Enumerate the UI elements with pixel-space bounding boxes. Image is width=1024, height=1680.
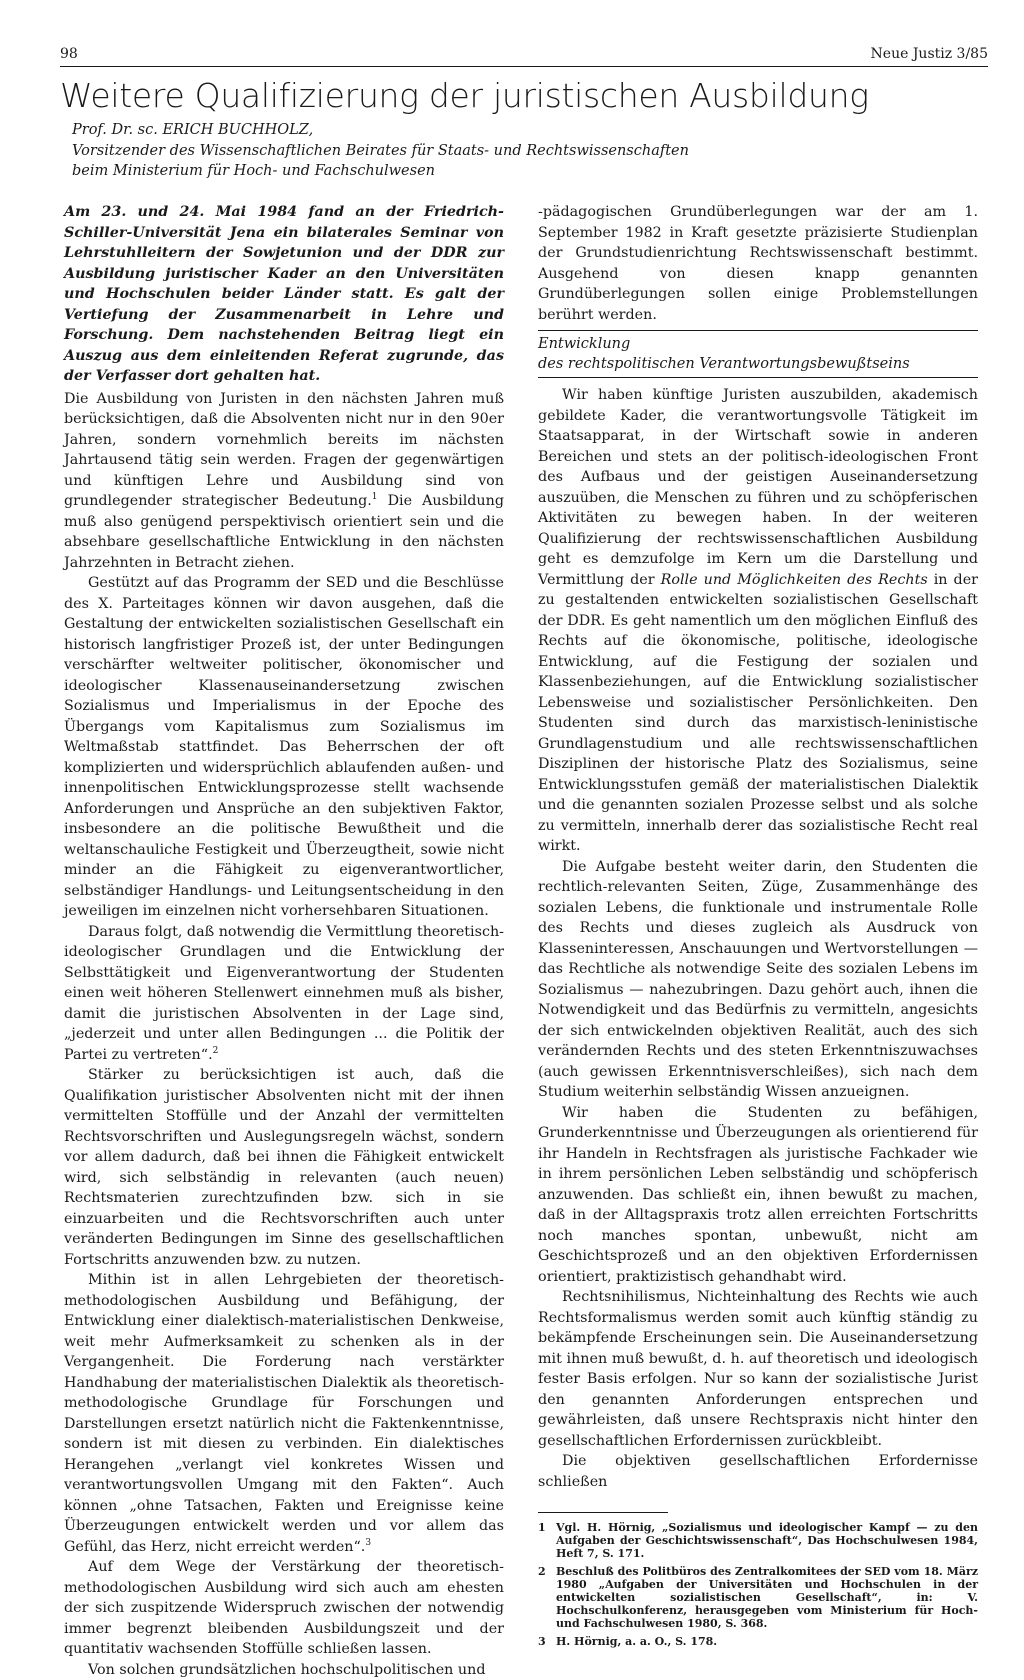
section-heading-line: des rechtspolitischen Verantwortungsbewußtseins: [538, 354, 978, 374]
emphasis: Rolle und Möglichkeiten des Rechts: [661, 572, 928, 588]
page-header: [60, 44, 988, 64]
byline: [72, 120, 988, 182]
paragraph: Die objektiven gesellschaftlichen Erfordernisse schließen: [538, 1451, 978, 1492]
paragraph-text: Die Ausbildung muß also genügend perspektivisch orientiert sein und die absehbare gesellschaftliche Entwicklung in den nächsten Jahrzehnten in Betracht ziehen.: [64, 493, 504, 571]
author: Prof. Dr. sc. ERICH BUCHHOLZ,: [72, 120, 988, 141]
footnote-ref: 1: [372, 492, 378, 502]
paragraph: Stärker zu berücksichtigen ist auch, daß die Qualifikation juristischer Absolventen nicht mit der ihnen vermittelten Stoffülle und der Anzahl der vermittelten Rechtsvorschriften und Auslegungsregeln wächst, sondern vor allem dadurch, daß bei ihnen die Fähigkeit entwickelt wird, sich selbständig in relevanten (auch neuen) Rechtsmaterien zurechtzufinden bzw. sich in sie einzuarbeiten und die Rechtsvorschriften auch unter veränderten Bedingungen im Sinne des gesellschaftlichen Fortschritts anzuwenden bzw. zu nutzen.: [64, 1065, 504, 1270]
article-title: Weitere Qualifizierung der juristischen Ausbildung: [60, 74, 988, 118]
footnote-ref: 3: [365, 1538, 371, 1548]
footnote: [538, 1521, 978, 1561]
footnote-rule: [538, 1512, 668, 1513]
footnote: [538, 1635, 978, 1648]
affiliation-line-1: Vorsitzender des Wissenschaftlichen Beirates für Staats- und Rechtswissenschaften: [72, 141, 988, 162]
paragraph: [64, 922, 504, 1066]
right-column: [538, 202, 978, 1398]
paragraph-text: Wir haben künftige Juristen auszubilden, akademisch gebildete Kader, die verantwortungsvolle Tätigkeit im Staatsapparat, in der Wirtschaft sowie in anderen Bereichen und stets an der politisch-ideologischen Front des Aufbaus und der geistigen Auseinandersetzung auszuüben, die Menschen zu führen und zu schöpferischen Aktivitäten zu bewegen haben. In der weiteren Qualifizierung der rechtswissenschaftlichen Ausbildung geht es demzufolge im Kern um die Darstellung und Vermittlung der: [538, 387, 978, 588]
paragraph: -pädagogischen Grundüberlegungen war der am 1. September 1982 in Kraft gesetzte präzisierte Studienplan der Grundstudienrichtung Rechtswissenschaft bestimmt. Ausgehend von diesen knapp genannten Grundüberlegungen sollen einige Problemstellungen berührt werden.: [538, 202, 978, 325]
footnote-text: Beschluß des Politbüros des Zentralkomitees der SED vom 18. März 1980 „Aufgaben der Universitäten und Hochschulen in der entwickelten sozialistischen Gesellschaft“, in: V. Hochschulkonferenz, herausgegeben vom Ministerium für Hoch- und Fachschulwesen 1980, S. 368.: [556, 1565, 978, 1631]
footnotes: [538, 1521, 978, 1648]
journal-issue: Neue Justiz 3/85: [871, 44, 988, 64]
footnote-ref: 2: [213, 1046, 219, 1056]
footnote-number: 2: [538, 1565, 556, 1631]
paragraph: Auf dem Wege der Verstärkung der theoretisch-methodologischen Ausbildung wird sich auch am ehesten der sich zuspitzende Widerspruch zwischen der notwendig immer begrenzt bleibenden Ausbildungszeit und der quantitativ wachsenden Stoffülle schließen lassen.: [64, 1557, 504, 1660]
paragraph-text: Die Ausbildung von Juristen in den nächsten Jahren muß berücksichtigen, daß die Absolventen nicht nur in den 90er Jahren, sondern vornehmlich bereits im nächsten Jahrtausend tätig sein werden. Fragen der gegenwärtigen und künftigen Lehre und Ausbildung sind von grundlegender strategischer Bedeutung.: [64, 391, 504, 510]
footnote-text: Vgl. H. Hörnig, „Sozialismus und ideologischer Kampf — zu den Aufgaben der Geschichtswissenschaft“, Das Hochschulwesen 1984, Heft 7, S. 171.: [556, 1521, 978, 1561]
lead-paragraph: Am 23. und 24. Mai 1984 fand an der Friedrich-Schiller-Universität Jena ein bilaterales Seminar von Lehrstuhlleitern der Sowjetunion und der DDR zur Ausbildung juristischer Kader an den Universitäten und Hochschulen beider Länder statt. Es galt der Vertiefung der Zusammenarbeit in Lehre und Forschung. Dem nachstehenden Beitrag liegt ein Auszug aus dem einleitenden Referat zugrunde, das der Verfasser dort gehalten hat.: [64, 202, 504, 387]
paragraph-text: Mithin ist in allen Lehrgebieten der theoretisch-methodologischen Ausbildung und Befähigung, der Entwicklung einer dialektisch-materialistischen Denkweise, weit mehr Aufmerksamkeit zu schenken als in der Vergangenheit. Die Forderung nach verstärkter Handhabung der materialistischen Dialektik als theoretisch-methodologische Grundlage für Forschungen und Darstellungen ersetzt natürlich nicht die Faktenkenntnisse, sondern ist mit diesen zu verbinden. Ein dialektisches Herangehen „verlangt viel konkretes Wissen und verantwortungsvollen Umgang mit den Fakten“. Auch können „ohne Tatsachen, Fakten und Ereignisse keine Überzeugungen entwickelt werden und vor allem das Gefühl, das Herz, nicht erreicht werden“.: [64, 1272, 504, 1555]
header-rule: [60, 66, 988, 67]
footnote-number: 3: [538, 1635, 556, 1648]
section-heading: [538, 334, 978, 374]
affiliation-line-2: beim Ministerium für Hoch- und Fachschulwesen: [72, 161, 988, 182]
section-heading-line: Entwicklung: [538, 334, 978, 354]
paragraph: Von solchen grundsätzlichen hochschulpolitischen und: [64, 1660, 504, 1680]
paragraph-text: Daraus folgt, daß notwendig die Vermittlung theoretisch-ideologischer Grundlagen und die Entwicklung der Selbsttätigkeit und Eigenverantwortung der Studenten einen weit höheren Stellenwert einnehmen muß als bisher, damit die juristischen Absolventen in der Lage sind, „jederzeit und unter allen Bedingungen ... die Politik der Partei zu vertreten“.: [64, 924, 504, 1063]
left-column: [64, 202, 504, 1398]
page-number: 98: [60, 44, 78, 64]
paragraph: [538, 385, 978, 857]
footnote-text: H. Hörnig, a. a. O., S. 178.: [556, 1635, 978, 1648]
paragraph-text: in der zu gestaltenden entwickelten sozialistischen Gesellschaft der DDR. Es geht namentlich um den möglichen Einfluß des Rechts auf die ökonomische, politische, ideologische Entwicklung, auf die Festigung der sozialen und Klassenbeziehungen, auf die Entwicklung sozialistischer Lebensweise und sozialistischer Persönlichkeiten. Den Studenten sind durch das marxistisch-leninistische Grundlagenstudium und alle rechtswissenschaftlichen Disziplinen der historische Platz des Sozialismus, seine Entwicklungsstufen gemäß der materialistischen Dialektik und die genannten sozialen Prozesse selbst und als solche zu vermitteln, innerhalb derer das sozialistische Recht real wirkt.: [538, 572, 978, 855]
paragraph: [64, 1270, 504, 1557]
paragraph: Rechtsnihilismus, Nichteinhaltung des Rechts wie auch Rechtsformalismus werden somit auch künftig ständig zu bekämpfende Erscheinungen sein. Die Auseinandersetzung mit ihnen muß bewußt, d. h. auf theoretisch und ideologisch fester Basis erfolgen. Nur so kann der sozialistische Jurist den genannten Anforderungen entsprechen und gewährleisten, daß unsere Rechtspraxis nicht hinter den gesellschaftlichen Erfordernissen zurückbleibt.: [538, 1287, 978, 1451]
section-rule: [538, 330, 978, 331]
paragraph: [64, 389, 504, 574]
section-rule: [538, 377, 978, 378]
paragraph: Wir haben die Studenten zu befähigen, Grunderkenntnisse und Überzeugungen als orientierend für ihr Handeln in Rechtsfragen als juristische Fachkader wie in ihrem persönlichen Leben selbständig und schöpferisch anzuwenden. Das schließt ein, ihnen bewußt zu machen, daß in der Alltagspraxis trotz allen erreichten Fortschritts noch manches spontan, unbewußt, nicht am Geschichtsprozeß und an den objektiven Erfordernissen orientiert, praktizistisch gehandhabt wird.: [538, 1103, 978, 1288]
paragraph: Die Aufgabe besteht weiter darin, den Studenten die rechtlich-relevanten Seiten, Züge, Zusammenhänge des sozialen Lebens, die funktionale und instrumentale Rolle des Rechts und dieses zugleich als Ausdruck von Klasseninteressen, Anschauungen und Wertvorstellungen — das Rechtliche als notwendige Seite des sozialen Lebens im Sozialismus — nahezubringen. Dazu gehört auch, ihnen die Notwendigkeit und das Bedürfnis zu vermitteln, angesichts der sich entwickelnden objektiven Realität, auch des sich verändernden Rechts und des steten Erkenntniszuwachses (auch gewissen Erkenntnisverschleißes), sich nach dem Studium weiterhin selbständig Wissen anzueignen.: [538, 857, 978, 1103]
paragraph: Gestützt auf das Programm der SED und die Beschlüsse des X. Parteitages können wir davon ausgehen, daß die Gestaltung der entwickelten sozialistischen Gesellschaft ein historisch langfristiger Prozeß ist, der unter Bedingungen verschärfter weltweiter politischer, ökonomischer und ideologischer Klassenauseinandersetzung zwischen Sozialismus und Imperialismus in der Epoche des Übergangs vom Kapitalismus zum Sozialismus im Weltmaßstab stattfindet. Das Beherrschen der oft komplizierten und widersprüchlich ablaufenden außen- und innenpolitischen Entwicklungsprozesse stellt wachsende Anforderungen und Ansprüche an den subjektiven Faktor, insbesondere an die politische Bewußtheit und die weltanschauliche Festigkeit und Überzeugtheit, sowie nicht minder an die Fähigkeit zu eigenverantwortlicher, selbständiger Handlungs- und Leitungsentscheidung in den jeweiligen im einzelnen nicht vorhersehbaren Situationen.: [64, 573, 504, 922]
footnote-number: 1: [538, 1521, 556, 1561]
footnote: [538, 1565, 978, 1631]
